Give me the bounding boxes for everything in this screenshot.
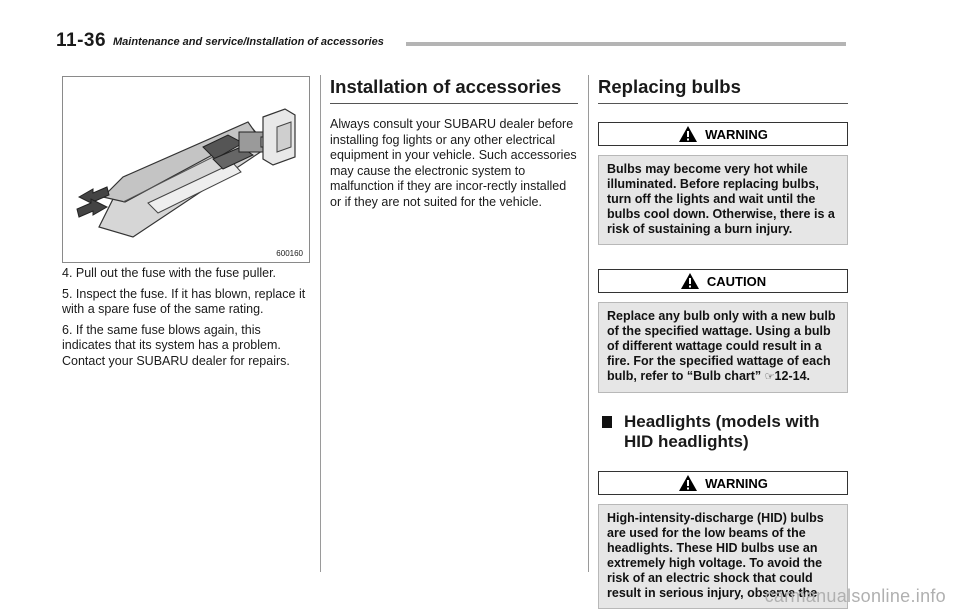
page-header: [56, 30, 846, 54]
page-number: 11-36: [56, 30, 107, 51]
caution-text: Replace any bulb only with a new bulb of the specified wattage. Using a bulb of different wattage could result in a fire. For the specified wattage of each bulb, refer to “Bulb chart” ☞12-14.: [598, 302, 848, 393]
warning-triangle-icon: [678, 125, 698, 143]
page-reference: 12-14.: [774, 369, 810, 383]
headlights-subsection: [598, 412, 848, 452]
fuse-puller-drawing: [63, 77, 309, 262]
header-rule: [406, 42, 846, 46]
headlights-heading: Headlights (models with HID headlights): [624, 412, 820, 451]
column-divider: [588, 75, 589, 572]
replacing-bulbs-section: [598, 76, 848, 609]
step-5: 5. Inspect the fuse. If it has blown, replace it with a spare fuse of the same rating.: [62, 286, 306, 316]
column-divider: [320, 75, 321, 572]
step-6: 6. If the same fuse blows again, this indicates that its system has a problem. Contact your SUBARU dealer for repairs.: [62, 322, 290, 368]
reference-icon: ☞: [764, 371, 775, 383]
figure-code: 600160: [276, 249, 303, 258]
installation-heading: Installation of accessories: [330, 76, 578, 104]
step-4: 4. Pull out the fuse with the fuse puller.: [62, 266, 277, 280]
caution-label: CAUTION: [598, 269, 848, 293]
installation-body: Always consult your SUBARU dealer before installing fog lights or any other electrical equipment in your vehicle. Such accessories may cause the electronic system to malfunction if they are incor-rectly installed or if they are not suited for the vehicle.: [330, 117, 577, 209]
warning-label: WARNING: [598, 122, 848, 146]
hid-warning-text: High-intensity-discharge (HID) bulbs are used for the low beams of the headlights. These HID bulbs use an extremely high voltage. To avoid the risk of an electric shock that could result in serious injury, observe the: [598, 504, 848, 609]
installation-section: [330, 76, 578, 215]
watermark: carmanualsonline.info: [764, 586, 946, 606]
section-title: Maintenance and service/Installation of accessories: [113, 36, 384, 48]
fuse-steps: [62, 266, 310, 374]
warning-label-2: WARNING: [598, 471, 848, 495]
section-bullet-icon: [602, 416, 612, 428]
caution-triangle-icon: [680, 272, 700, 290]
warning-text: Bulbs may become very hot while illuminated. Before replacing bulbs, turn off the lights and wait until the bulbs cool down. Otherwise, there is a risk of sustaining a burn injury.: [598, 155, 848, 245]
warning-triangle-icon: [678, 474, 698, 492]
fuse-puller-illustration: [62, 76, 310, 263]
replacing-bulbs-heading: Replacing bulbs: [598, 76, 848, 104]
